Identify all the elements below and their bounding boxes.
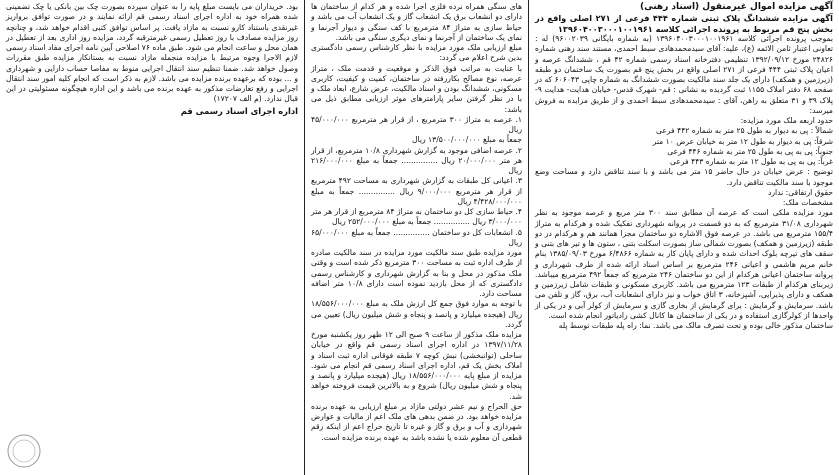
right-paragraph: مشخصات ملک: (782, 198, 833, 207)
ad-seal-icon (6, 433, 42, 469)
middle-column (305, 0, 528, 475)
middle-paragraph: با عنایت به مراتب فوق الذکر و موقعیت و قدمت ملک ، متراژ عرصه، نوع مصالح بکاررفته در ساختمان، کمیت و کیفیت، کاربری مسکونی، ششدانگ بودن و اسناد مالکیت، عرض شارع، ابعاد ملک و با در نظر گرفتن سایر پارامترهای موثر ارزیابی مطابق ذیل می باشد: (311, 63, 522, 114)
column-divider (528, 0, 529, 475)
right-paragraph: بموجب پرونده اجرائی کلاسه ۱۳۹۶۰۴۰۰۳۰۰۰۱۰۰۱۹۶۱ (به شماره بایگانی ۹۶۰۰۲۰۳۹) له : تعاونی اعتبار ثامن الائمه (ع)، علیه: آقای سیدمحمدهادی سبط احمدی، مستند سند رهنی شماره ۲۴۸۲۶ مورخ ۱۳۹۲/۰۹/۱۲ تنظیمی دفترخانه اسناد رسمی شماره ۴۲ قم ، ششدانگ عرصه و اعیان پلاک ثبتی ۴۴۴ فرعی از ۲۷۱ اصلی واقع در بخش پنج قم بصورت یک ساختمان دو طبقه (زیرزمین و همکف) دارای یک جلد سند مالکیت بصورت ششدانگ به شماره چاپی ۶۰۶۰۴۳ که در صفحه ۶۸ دفتر املاک ۱۱۵۵ ثبت گردیده به نشانی : قم- شهرک قدس- خیابان هدایت- هدایت ۹- پلاک ۳۹ و ۳۱ متعلق به راهن، آقای : سیدمحمدهادی سبط احمدی و از طریق مزایده به فروش میرسد: (535, 34, 834, 115)
ad-subtitle: آگهی مزایده ششدانگ پلاک ثبتی شماره ۴۴۴ فرعی از ۲۷۱ اصلی واقع در بخش پنج قم مربوط به پرونده اجرائی کلاسه ۱۳۹۶۰۴۰۰۳۰۰۰۱۰۰۱۹۶۱ (535, 13, 833, 34)
middle-paragraph: ۳. اعیانی کل طبقات به گزارش شهرداری به مساحت ۴۹۲ مترمربع از قرار هر مترمربع ۹/۰۰۰/۰۰۰ ریال ............... جمعاً به مبلغ ۴/۴۲۸/۰۰۰/۰۰۰ ریال (311, 176, 522, 206)
middle-paragraph: های سنگی همراه نرده فلزی اجرا شده و هر کدام از ساختمان ها دارای دو انشعاب برق یک انشعاب گاز و یک انشعاب آب می باشد و حیاط سازی به متراژ ۸۴ مترمربع با کف سنگی و دیوار آجرنما و نمای یک ساختمان از آجرنما و نمای دیگری سنگی می باشد. (311, 2, 522, 42)
right-paragraph: ساختمان مذکور خالی بوده و تحت تصرف مالک می باشد. نما: راه پله طبقات توسط پله (558, 321, 833, 330)
middle-paragraph: مورد مزایده طبق سند مالکیت مورد مزایده در سند مالکیت صادره از طرف اداره ثبت به مساحت ۳۰۰ مترمربع ذکر شده است و وقتی ملک مذکور در محل و بنا به گزارش شهرداری و کارشناس رسمی دادگستری که از محل بازدید نموده است دارای ۱۰/۸ متر اضافه مساحت دارد. (311, 248, 523, 298)
right-paragraph: شمالاً : پی به دیوار به طول ۲۵ متر به شماره ۴۴۲ فرعی (656, 126, 833, 136)
middle-paragraph: با توجه به موارد فوق جمع کل ارزش ملک به مبلغ ۱۸/۵۵۶/۰۰۰/۰۰۰ ریال (هیجده میلیارد و پانصد و پنجاه و شش میلیون ریال) تعیین می گردد. (311, 299, 522, 329)
right-paragraph: مورد مزایده ملکی است که عرصه آن مطابق سند ۳۰۰ متر مربع و عرصه موجود به نظر شهرداری ۳۱/۰۸ مترمربع که به دو قسمت در پروانه شهرداری تفکیک شده و هرکدام به متراژ ۱۵۵/۴ مترمربع می باشد. در عرصه فوق الاشاره دو ساختمان مجزا همانند هم و هرکدام در دو طبقه (زیرزمین و همکف) بصورت شمالی ساز بصورت اسکلت بتنی ، ستون ها و تیر های بتنی و سقف های تیرچه بلوک احداث شده و دارای پایان کار به شماره ۶/۴۸۶۶ مورخ ۱۳۸۵/۰۹/۰۳ بنام خانم مریم هاشمی و اعیانی ۲۴۶ مترمربع بر اساس اسناد ارائه شده از طرف شهرداری و پروانه ساختمان اعیانی هرکدام از این دو ساختمان ۲۴۶ مترمربع که جمعاً ۴۹۲ مترمربع میباشد. زیربنای هرکدام از طبقات ۱۲۳ مترمربع می باشد. کاربری مسکونی و طبقات شامل زیرزمین و همکف و دارای پذیرایی، آشپزخانه، ۳ اتاق خواب و نیز دارای انشعابات آب، برق، گاز و تلفن می باشد. سرمایش و گرمایش : برای گرمایش از بخاری گازی و سرمایش از کولر آبی و در یکی از واحدها از کولرگازی استفاده و در یکی از ساختمان ها کانال کشی رادیاتور انجام شده است. (535, 208, 833, 320)
middle-paragraph: ۵. انشعابات کل دو ساختمان ............... جمعاً به مبلغ ۶۵/۰۰۰/۰۰۰ ریال (311, 227, 522, 247)
middle-paragraph: مزایده ملک مذکور از ساعت ۹ صبح الی ۱۲ ظهر روز یکشنبه مورخ ۱۳۹۷/۱۱/۲۸ در اداره اجرای اسناد رسمی قم واقع در خیابان ساحلی (توانبخشی) نبش کوچه ۷ طبقه فوقانی اداره ثبت اسناد و املاک بخش یک قم، اداره اجرای اسناد رسمی قم انجام می شود. مزایده از مبلغ پایه ۱۸/۵۵۶/۰۰۰/۰۰۰ ریال (هیجده میلیارد و پانصد و پنجاه و شش میلیون ریال) شروع و به بالاترین قیمت فروخته خواهد شد. (311, 330, 522, 401)
middle-paragraph: ۴. حیاط سازی کل دو ساختمان به متراژ ۸۴ مترمربع از قرار هر متر ۳/۰۰۰/۰۰۰ ریال ............... جمعاً به مبلغ ۲۵۲/۰۰۰/۰۰۰ ریال (311, 207, 522, 227)
middle-paragraph: مبلغ ارزیابی ملک مورد مزایده با نظر کارشناس رسمی دادگستری بدین شرح اعلام می گردد: (311, 43, 522, 63)
left-paragraph: بود. خریداران می بایست مبلغ پایه را به عنوان سپرده بصورت چک بین بانکی یا چک تضمینی شده همراه خود به اداره اجرای اسناد رسمی قم ارائه نمایند و در صورت توافق برواریز غیرنقدی باستناد کارو نسبت به مازاد یافت. پر اساس توافق کتبی اقدام خواهد شد، و چنانچه روز مزایده مصادف با روز تعطیل رسمی غیرمترقبه گردد، مزایده روز اداری بعد از تعطیل در همان محل و ساعت انجام می شود. طبق ماده ۷۶ اصلاحی آیین نامه اجرای مفاد اسناد رسمی لازم الاجرا وجوه مرتبط با مزایده منجمله مازاد نسبت به بستانکار مزایده طبق مقررات وصول خواهد شد. ضمنا تنظیم سند انتقال اجرایی منوط به مفاصا حساب دارایی و شهرداری و ... بوده که برعهده برنده مزایده می باشد. لازم به ذکر است که انجام کلیه امور سند انتقال اجرایی و رفع تعارضات مذکور به عهده برنده می باشد و این اداره هیچگونه مسئولیتی در این قبال ندارد. (م الف ۱۷۲۰۷) (6, 2, 298, 104)
signature-line: اداره اجرای اسناد رسمی قم (180, 105, 298, 116)
middle-paragraph: حق الحراج و نیم عشر دولتی مازاد بر مبلغ ارزیابی به عهده برنده مزایده خواهد بود. در ضمن بدهی های ملک اعم از مالیات و عوارض شهرداری و آب و برق و گاز و غیره تا تاریخ حراج اعم از اینکه رقم قطعی آن معلوم شده یا نشده باشد به عهده برنده مزایده است. (311, 401, 522, 442)
right-paragraph: شرقاً: پی به دیوار به طول ۱۲ متر به خیابان عرض ۱۰ متر (652, 136, 833, 146)
right-paragraph: حقوق ارتفاقی: ندارد (768, 187, 833, 197)
middle-paragraph: ۲. عرصه اضافی موجود به گزارش شهرداری ۱۰/۸ مترمربع، از قرار هر متر ۲۰/۰۰۰/۰۰۰ ریال ............... جمعاً به مبلغ ۲۱۶/۰۰۰/۰۰۰ ریال (311, 145, 522, 175)
left-column (0, 0, 304, 475)
right-paragraph: جنوباً: پی به پی به طول ۲۵ متر به شماره ۴۴۶ فرعی (667, 146, 833, 156)
middle-paragraph: ۱. عرصه به متراژ ۳۰۰ مترمربع ، از قرار هر مترمربع ۴۵/۰۰۰/۰۰۰ ریال (311, 114, 522, 134)
right-paragraph: توضیح : عرض خیابان در حال حاضر ۱۵ متر می باشد و با سند تناقض دارد و مساحت وضع موجود با سند مالکیت تناقض دارد. (535, 167, 833, 187)
middle-paragraph: جمعاً به مبلغ ۱۳/۵۰۰/۰۰۰/۰۰۰ ریال (412, 135, 522, 145)
column-divider (304, 0, 305, 475)
right-paragraph: غرباً: پی به پی به طول ۱۲ متر به شماره ۴۴۳ فرعی (669, 157, 833, 166)
right-column (529, 0, 839, 475)
right-paragraph: حدود اربعه ملک مورد مزایده: (740, 116, 833, 125)
ad-title: آگهی مزایده اموال غیرمنقول (اسناد رهنی) (639, 2, 833, 12)
